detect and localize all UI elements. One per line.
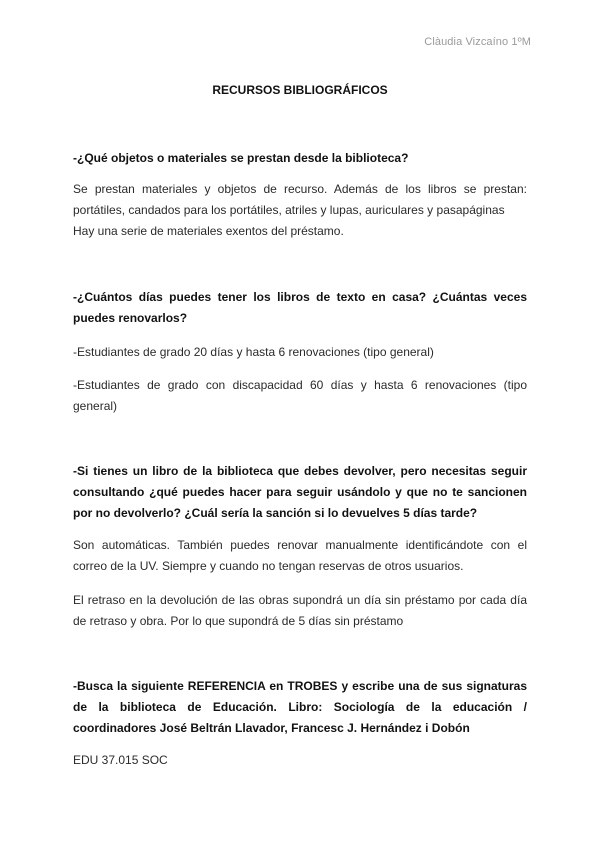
section-1-answer-2 — [73, 221, 527, 242]
answer-3-2: El retraso en la devolución de las obras supondrá un día sin préstamo por cada día de retraso y obra. Por lo que supondrá de 5 días sin préstamo — [73, 593, 527, 628]
answer-1-2: Hay una serie de materiales exentos del préstamo. — [73, 224, 344, 238]
section-3-answer-1 — [73, 535, 527, 577]
section-3-answer-2 — [73, 590, 527, 632]
question-4: -Busca la siguiente REFERENCIA en TROBES y escribe una de sus signaturas de la biblioteca de Educación. Libro: Sociología de la educación / coordinadores José Beltrán Llavador, Francesc J. Hernández i Dobón — [73, 679, 527, 735]
section-4 — [73, 676, 527, 739]
answer-2-1: -Estudiantes de grado 20 días y hasta 6 renovaciones (tipo general) — [73, 345, 434, 359]
document-title: RECURSOS BIBLIOGRÁFICOS — [212, 83, 388, 97]
section-2 — [73, 287, 527, 329]
answer-3-1: Son automáticas. También puedes renovar manualmente identificándote con el correo de la UV. Siempre y cuando no tengan reservas de otros usuarios. — [73, 538, 527, 573]
section-2-answer-2 — [73, 375, 527, 417]
answer-2-2: -Estudiantes de grado con discapacidad 60 días y hasta 6 renovaciones (tipo general) — [73, 378, 527, 413]
section-3 — [73, 461, 527, 524]
answer-1-1: Se prestan materiales y objetos de recurso. Además de los libros se prestan: portátiles, candados para los portátiles, atriles y lupas, auriculares y pasapáginas — [73, 182, 527, 217]
section-1 — [73, 148, 527, 169]
section-4-answer-1 — [73, 750, 527, 771]
section-1-answer-1 — [73, 179, 527, 221]
question-3: -Si tienes un libro de la biblioteca que debes devolver, pero necesitas seguir consultando ¿qué puedes hacer para seguir usándolo y que no te sancionen por no devolverlo? ¿Cuál sería la sanción si lo devuelves 5 días tarde? — [73, 464, 527, 520]
question-2: -¿Cuántos días puedes tener los libros de texto en casa? ¿Cuántas veces puedes renovarlos? — [73, 290, 527, 325]
section-2-answer-1 — [73, 342, 527, 363]
header-author: Clàudia Vizcaíno 1ºM — [424, 36, 531, 48]
question-1: -¿Qué objetos o materiales se prestan desde la biblioteca? — [73, 151, 409, 165]
answer-4-1: EDU 37.015 SOC — [73, 753, 168, 767]
